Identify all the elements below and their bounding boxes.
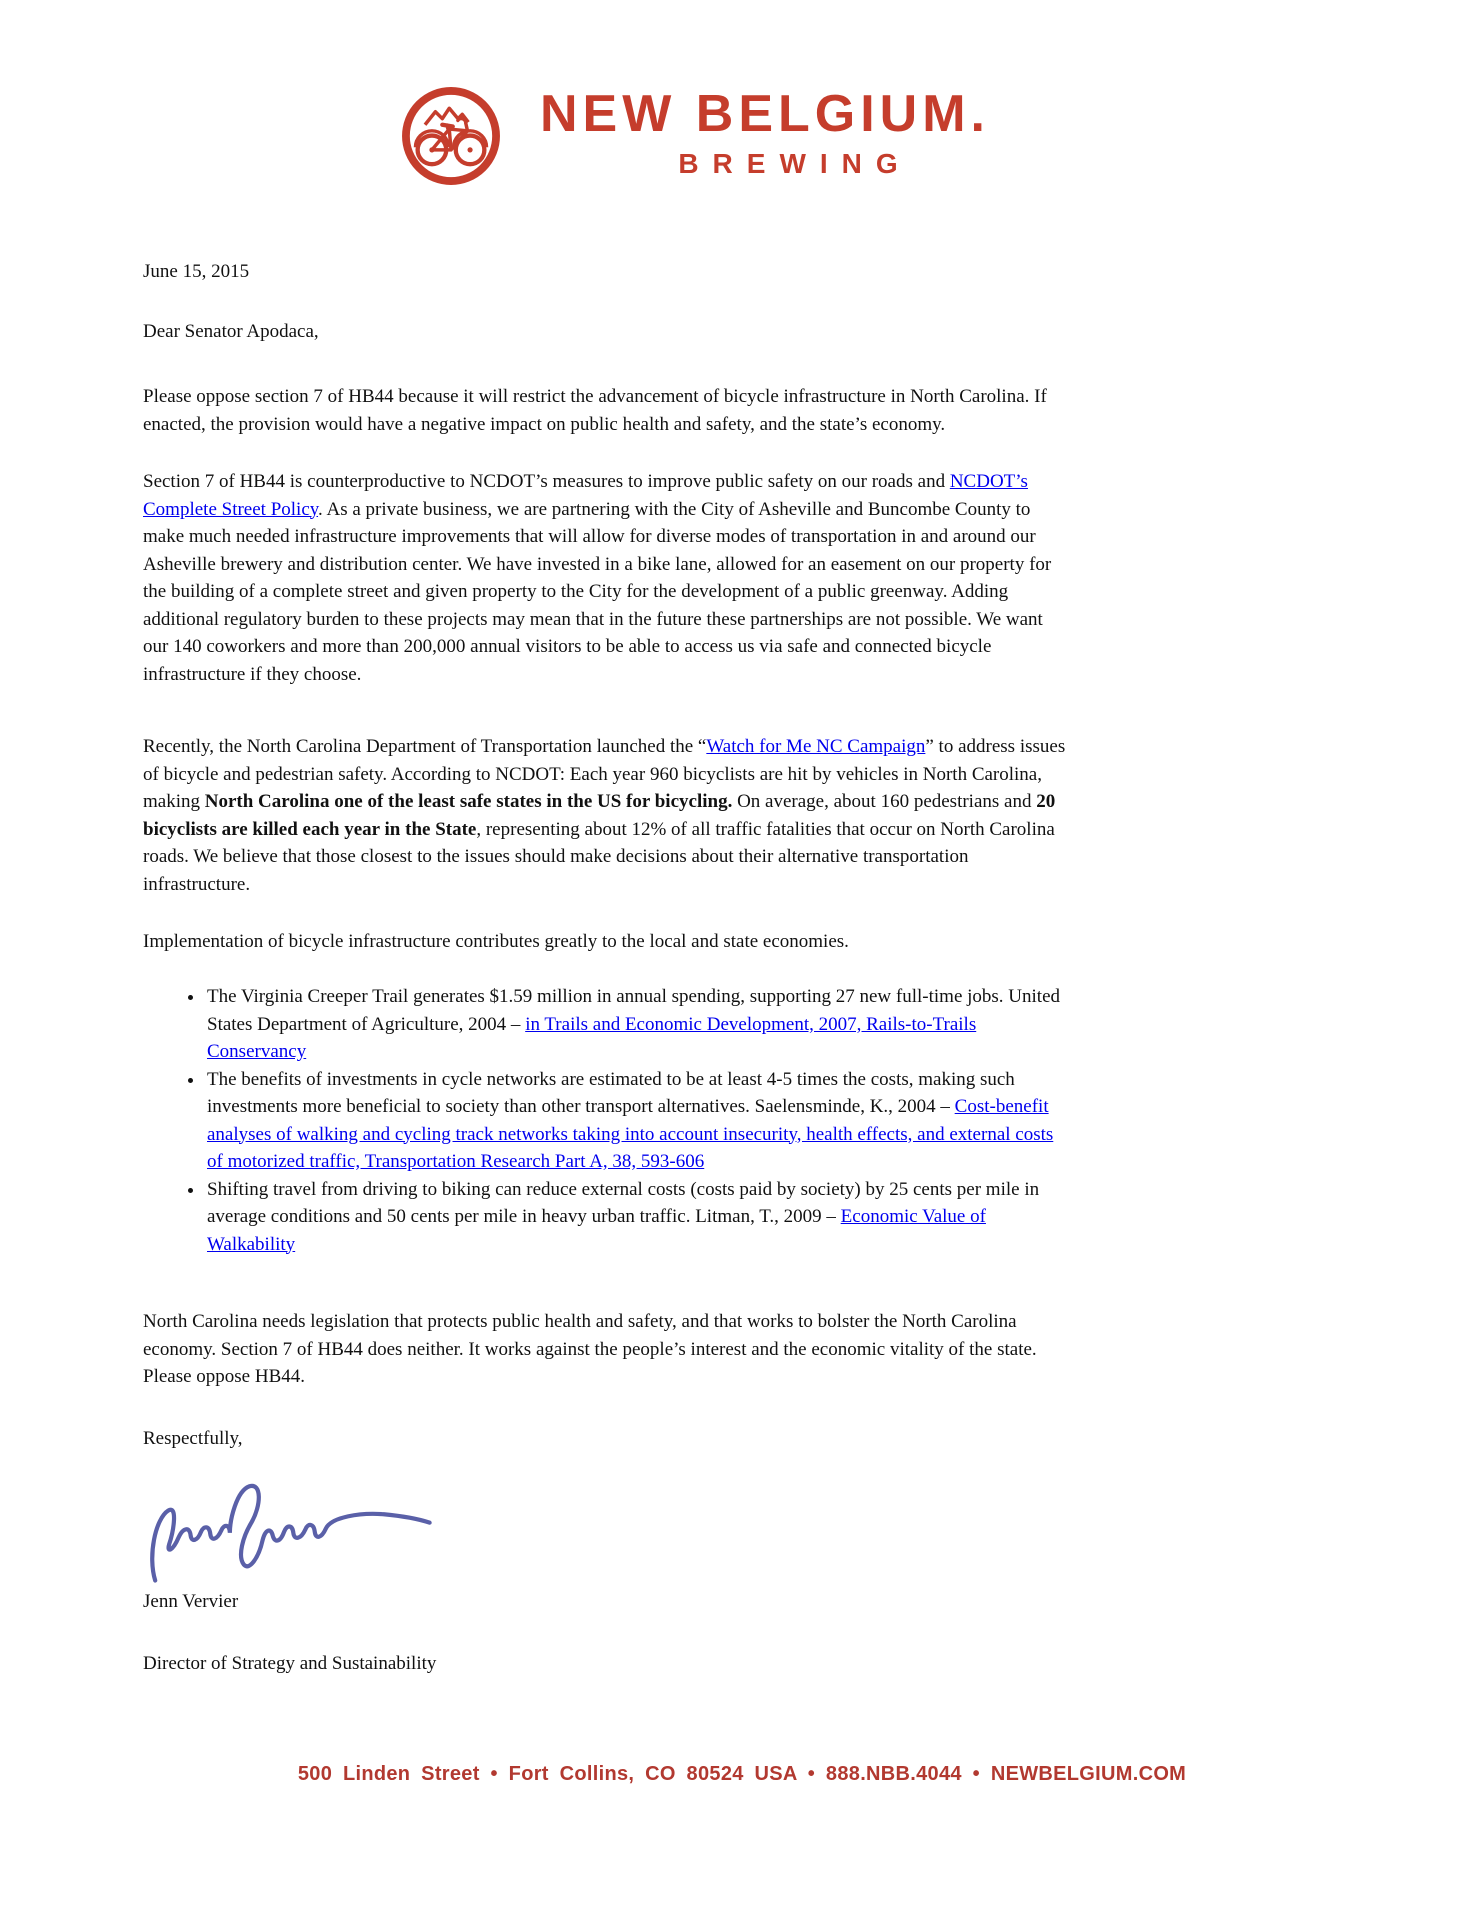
sign-off: Respectfully, (143, 1428, 243, 1449)
paragraph-text: Section 7 of HB44 is counterproductive to NCDOT’s measures to improve public safety on our roads and (143, 471, 950, 492)
paragraph-text: ” to address issues of bicycle and pedestrian safety. According to NCDOT: Each year 960 bicyclists are hit by vehicles in North Carolina, making (143, 736, 1066, 812)
signature-handwriting (143, 1476, 1071, 1597)
paragraph-text: . As a private business, we are partnering with the City of Asheville and Buncombe County to make much needed infrastructure improvements that will allow for diverse modes of transportation in and around our Asheville brewery and distribution center. We have invested in a bike lane, allowed for an easement on our property for the building of a complete street and given property to the City for the development of a public greenway. Adding additional regulatory burden to these projects may mean that in the future these partnerships are not possible. We want our 140 coworkers and more than 200,000 annual visitors to be able to access us via safe and connected bicycle infrastructure if they choose. (143, 498, 1052, 685)
list-item (205, 1176, 1071, 1259)
economic-benefits-list (143, 983, 1071, 1258)
list-item (205, 1066, 1071, 1176)
cost-benefit-analyses-link[interactable]: Cost-benefit analyses of walking and cycling track networks taking into account insecurity, health effects, and external costs of motorized traffic, Transportation Research Part A, 38, 593-606 (207, 1096, 1054, 1172)
list-item (205, 983, 1071, 1066)
paragraph-closing: North Carolina needs legislation that protects public health and safety, and that works to bolster the North Carolina economy. Section 7 of HB44 does neither. It works against the people’s interest and the economic vitality of the state. Please oppose HB44. (143, 1311, 1037, 1387)
watch-for-me-link[interactable]: Watch for Me NC Campaign (706, 736, 926, 757)
letterhead-footer: 500 Linden Street • Fort Collins, CO 80524 USA • 888.NBB.4044 • NEWBELGIUM.COM (297, 1763, 1187, 1785)
trails-economic-development-link[interactable]: in Trails and Economic Development, 2007, Rails-to-Trails Conservancy (207, 1013, 977, 1062)
paragraph-text: On average, about 160 pedestrians and (732, 791, 1037, 812)
economic-value-walkability-link[interactable]: Economic Value of Walkability (207, 1206, 986, 1255)
bold-bicyclists-killed: 20 bicyclists are killed each year in the State (143, 791, 1056, 840)
paragraph-section7 (143, 468, 1071, 688)
paragraph-text: , representing about 12% of all traffic fatalities that occur on North Carolina roads. We believe that those closest to the issues should make decisions about their alternative transportation infrastructure. (143, 818, 1055, 895)
paragraph-watch-for-me (143, 733, 1071, 898)
bullet-text: The benefits of investments in cycle networks are estimated to be at least 4-5 times the costs, making such investments more beneficial to society than other transport alternatives. Saelensminde, K., 2004 – (207, 1068, 1015, 1117)
brand-subtitle: BREWING (678, 148, 912, 179)
paragraph-oppose: Please oppose section 7 of HB44 because it will restrict the advancement of bicycle infrastructure in North Carolina. If enacted, the provision would have a negative impact on public health and safety, and the state’s economy. (143, 386, 1047, 435)
paragraph-implementation: Implementation of bicycle infrastructure contributes greatly to the local and state economies. (143, 931, 849, 952)
signer-title: Director of Strategy and Sustainability (143, 1653, 437, 1674)
bullet-text: Shifting travel from driving to biking can reduce external costs (costs paid by society) by 25 cents per mile in average conditions and 50 cents per mile in heavy urban traffic. Litman, T., 2009 – (207, 1178, 1040, 1227)
paragraph-text: Recently, the North Carolina Department of Transportation launched the “ (143, 736, 707, 757)
complete-street-policy-link[interactable]: NCDOT’s Complete Street Policy (143, 471, 1028, 520)
salutation: Dear Senator Apodaca, (143, 321, 319, 342)
bold-least-safe: North Carolina one of the least safe states in the US for bicycling. (204, 791, 733, 812)
letter-date: June 15, 2015 (143, 261, 250, 282)
brand-name: NEW BELGIUM. (540, 85, 990, 143)
bullet-text: The Virginia Creeper Trail generates $1.59 million in annual spending, supporting 27 new full-time jobs. United States Department of Agriculture, 2004 – (207, 986, 1061, 1035)
letter-body (143, 0, 1071, 1920)
signer-name: Jenn Vervier (143, 1591, 239, 1612)
